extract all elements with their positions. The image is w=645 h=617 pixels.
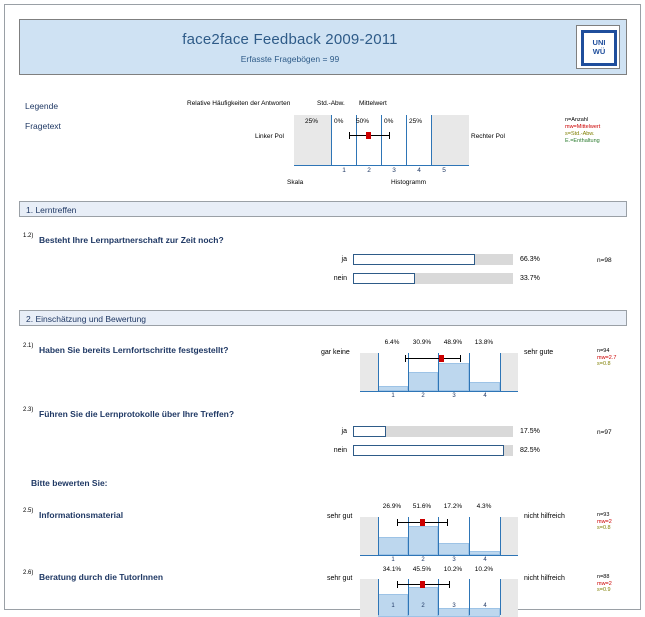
histogram-scale-2-5-4: 4	[483, 557, 487, 563]
whisker-cap-right-2-1	[460, 355, 461, 362]
university-logo	[576, 25, 620, 69]
legend-mean-label: Mittelwert	[359, 100, 387, 107]
histogram-scale-2-5-3: 3	[452, 557, 456, 563]
bar-n-2-3: n=97	[597, 429, 612, 436]
question-text-2-6: Beratung durch die TutorInnen	[39, 572, 164, 582]
right-pole-2-5: nicht hilfreich	[524, 513, 565, 520]
histogram-gridline	[378, 517, 379, 555]
question-text-2-5: Informationsmaterial	[39, 510, 124, 520]
bar-n-1-2: n=98	[597, 257, 612, 264]
legend-whisker-cap-right	[389, 132, 390, 139]
legend-axis	[294, 165, 469, 166]
legend-right-pole: Rechter Pol	[471, 133, 505, 140]
legend-skala-label: Skala	[287, 179, 304, 186]
whisker-cap-left-2-5	[397, 519, 398, 526]
legend-key	[565, 117, 600, 145]
section-header-einschaetzung: 2. Einschätzung und Bewertung	[19, 310, 627, 326]
report-page	[4, 4, 641, 610]
legend-fragetext-label: Fragetext	[25, 121, 61, 131]
bar-label-nein-1-2: nein	[333, 275, 347, 282]
bar-fill-ja-1-2	[353, 254, 475, 265]
legend-scale-2: 2	[367, 167, 371, 174]
bar-label-nein-2-3: nein	[333, 447, 347, 454]
question-number-1-2: 1.2)	[23, 233, 34, 239]
legend-gridline	[381, 115, 382, 165]
legend-key-mw: mw=Mittelwert	[565, 124, 601, 130]
legend-scale-3: 3	[392, 167, 396, 174]
bar-fill-nein-2-3	[353, 445, 504, 456]
legend	[19, 93, 627, 193]
section-header-lerntreffen: 1. Lerntreffen	[19, 201, 627, 217]
histogram-pct-2-1-3: 48.9%	[443, 339, 463, 346]
left-pole-2-6: sehr gut	[327, 575, 353, 582]
histogram-bar-2-6-2	[408, 587, 438, 617]
legend-scale-5: 5	[442, 167, 446, 174]
mean-marker-2-1	[439, 355, 444, 362]
histogram-axis-2-1	[360, 391, 518, 392]
whisker-cap-right-2-5	[447, 519, 448, 526]
bar-pct-nein-2-3: 82.5%	[520, 447, 540, 454]
stat-s-2-5: s=0.8	[597, 525, 611, 531]
logo-line-2: WÜ	[592, 47, 606, 56]
question-text-2-1: Haben Sie bereits Lernfortschritte festgestellt?	[39, 345, 229, 355]
histogram-gridline	[500, 517, 501, 555]
legend-gridline	[331, 115, 332, 165]
histogram-scale-2-1-3: 3	[452, 393, 456, 399]
whisker-cap-left-2-6	[397, 581, 398, 588]
logo-line-1: UNI	[592, 38, 606, 47]
stat-mw-2-6: mw=2	[597, 580, 612, 587]
histogram-scale-2-6-3: 3	[452, 603, 456, 609]
right-pole-2-1: sehr gute	[524, 349, 554, 356]
histogram-bar-2-6-4	[469, 608, 500, 617]
page-title: face2face Feedback 2009-2011	[182, 31, 398, 48]
stat-mw-2-5: mw=2	[597, 518, 612, 525]
legend-pct-1: 0%	[334, 118, 344, 125]
histogram-pct-2-5-1: 26.9%	[382, 503, 402, 510]
stat-n-2-1: n=94	[597, 348, 610, 354]
stat-n-2-6: n=88	[597, 574, 610, 580]
legend-key-n: n=Anzahl	[565, 117, 589, 123]
bar-fill-nein-1-2	[353, 273, 415, 284]
legend-std-label: Std.-Abw.	[317, 100, 345, 107]
histogram-scale-2-1-2: 2	[421, 393, 425, 399]
histogram-scale-2-6-1: 1	[391, 603, 395, 609]
legend-mean-marker	[366, 132, 371, 139]
legend-pct-4: 25%	[409, 118, 423, 125]
histogram-pct-2-6-3: 10.2%	[443, 566, 463, 573]
legend-pct-0: 25%	[305, 118, 319, 125]
histogram-gridline	[469, 353, 470, 391]
histogram-gridline	[469, 517, 470, 555]
stats-2-1	[597, 348, 616, 368]
histogram-scale-2-5-1: 1	[391, 557, 395, 563]
legend-scale-1: 1	[342, 167, 346, 174]
histogram-scale-2-1-4: 4	[483, 393, 487, 399]
legend-histogram-label: Histogramm	[391, 179, 427, 186]
right-pole-2-6: nicht hilfreich	[524, 575, 565, 582]
bar-pct-ja-2-3: 17.5%	[520, 428, 540, 435]
header-subtitle: Erfasste Fragebögen = 99	[240, 54, 340, 64]
histogram-pct-2-6-1: 34.1%	[382, 566, 402, 573]
histogram-pct-2-6-2: 45.5%	[412, 566, 432, 573]
legend-gridline	[431, 115, 432, 165]
histogram-scale-2-6-2: 2	[421, 603, 425, 609]
stats-2-6	[597, 574, 612, 594]
mean-marker-2-5	[420, 519, 425, 526]
histogram-gridline	[500, 353, 501, 391]
histogram-gridline	[378, 579, 379, 615]
subheading-bitte-bewerten: Bitte bewerten Sie:	[31, 478, 108, 488]
bar-label-ja-2-3: ja	[341, 428, 347, 435]
stat-n-2-5: n=93	[597, 512, 610, 518]
legend-relfreq-label: Relative Häufigkeiten der Antworten	[187, 100, 291, 107]
histogram-gridline	[500, 579, 501, 615]
histogram-bar-2-1-4	[469, 382, 500, 391]
histogram-bar-2-1-3	[438, 363, 469, 391]
logo-text	[584, 38, 614, 56]
histogram-gridline	[378, 353, 379, 391]
histogram-pct-2-1-1: 6.4%	[384, 339, 400, 346]
legend-pct-3: 0%	[384, 118, 394, 125]
question-number-2-1: 2.1)	[23, 343, 34, 349]
histogram-pct-2-6-4: 10.2%	[474, 566, 494, 573]
histogram-bar-2-5-2	[408, 526, 438, 555]
histogram-scale-2-6-4: 4	[483, 603, 487, 609]
question-text-1-2: Besteht Ihre Lernpartnerschaft zur Zeit noch?	[39, 235, 224, 245]
legend-key-e: E.=Enthaltung	[565, 138, 600, 144]
legend-left-pole: Linker Pol	[255, 133, 284, 140]
legend-gridline	[406, 115, 407, 165]
question-number-2-6: 2.6)	[23, 570, 34, 576]
stat-s-2-6: s=0.9	[597, 587, 611, 593]
whisker-2-1	[405, 358, 460, 359]
histogram-pct-2-1-4: 13.8%	[474, 339, 494, 346]
histogram-gridline	[469, 579, 470, 615]
bar-pct-ja-1-2: 66.3%	[520, 256, 540, 263]
report-header	[19, 19, 627, 75]
question-number-2-5: 2.5)	[23, 508, 34, 514]
legend-scale-4: 4	[417, 167, 421, 174]
histogram-pct-2-1-2: 30.9%	[412, 339, 432, 346]
logo-frame	[581, 30, 617, 66]
histogram-bar-2-5-3	[438, 543, 469, 555]
left-pole-2-1: gar keine	[321, 349, 350, 356]
histogram-bar-2-5-1	[378, 537, 408, 555]
legend-whisker-cap-left	[349, 132, 350, 139]
whisker-cap-right-2-6	[449, 581, 450, 588]
histogram-pct-2-5-3: 17.2%	[443, 503, 463, 510]
histogram-pct-2-5-4: 4.3%	[476, 503, 492, 510]
mean-marker-2-6	[420, 581, 425, 588]
legend-title: Legende	[25, 101, 59, 111]
legend-key-s: s=Std.-Abw.	[565, 131, 595, 137]
bar-label-ja-1-2: ja	[341, 256, 347, 263]
stat-s-2-1: s=0.8	[597, 361, 611, 367]
question-text-2-3: Führen Sie die Lernprotokolle über Ihre Treffen?	[39, 409, 235, 419]
bar-pct-nein-1-2: 33.7%	[520, 275, 540, 282]
histogram-axis-2-5	[360, 555, 518, 556]
histogram-scale-2-5-2: 2	[421, 557, 425, 563]
histogram-bar-2-6-3	[438, 608, 469, 617]
stat-mw-2-1: mw=2.7	[597, 354, 617, 361]
left-pole-2-5: sehr gut	[327, 513, 353, 520]
bar-fill-ja-2-3	[353, 426, 386, 437]
whisker-cap-left-2-1	[405, 355, 406, 362]
histogram-bar-2-1-2	[408, 372, 438, 391]
stats-2-5	[597, 512, 612, 532]
question-number-2-3: 2.3)	[23, 407, 34, 413]
histogram-scale-2-1-1: 1	[391, 393, 395, 399]
legend-pct-2: 50%	[356, 118, 370, 125]
histogram-pct-2-5-2: 51.6%	[412, 503, 432, 510]
